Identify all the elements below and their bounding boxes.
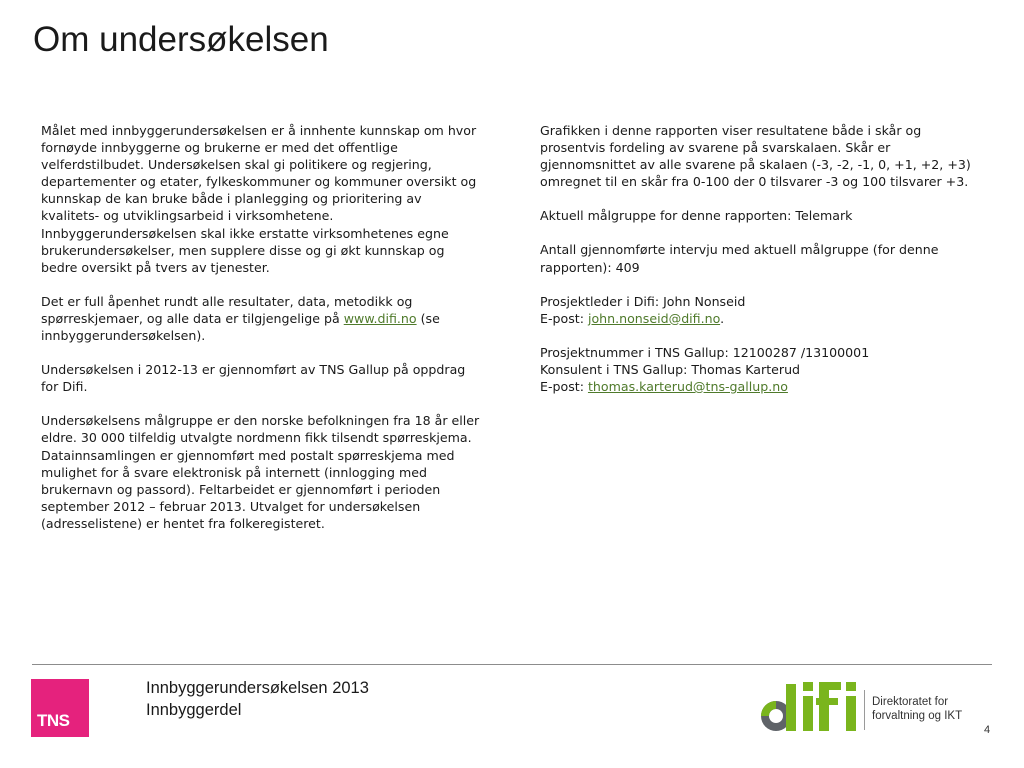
paragraph-conducted-by: Undersøkelsen i 2012-13 er gjennomført av TNS Gallup på oppdrag for Difi. xyxy=(41,362,466,395)
right-column xyxy=(540,122,985,395)
consultant: Konsulent i TNS Gallup: Thomas Karterud xyxy=(540,361,801,377)
difi-tagline-line1: Direktoratet for xyxy=(872,696,949,708)
project-leader-email-line xyxy=(540,310,985,327)
difi-d-stem xyxy=(786,684,796,731)
paragraph-openness xyxy=(41,293,481,344)
consultant-email-line xyxy=(540,378,985,395)
left-column xyxy=(41,122,481,549)
footer-title-line1: Innbyggerundersøkelsen 2013 xyxy=(146,679,369,697)
paragraph-purpose: Målet med innbyggerundersøkelsen er å innhente kunnskap om hvor fornøyde innbyggerne og brukerne er med det offentlige velferdstilbudet. Undersøkelsen skal gi politikere og regjering, departementer og etater, fylkeskommuner og kommuner oversikt og kunnskap de kan bruke både i planlegging og prioritering av kvalitets- og utviklingsarbeid i virksomhetene. Innbyggerundersøkelsen skal ikke erstatte virksomhetenes egne brukerundersøkelser, men supplere disse og gi økt kunnskap og bedre oversikt på tvers av tjenester. xyxy=(41,123,477,275)
project-number: Prosjektnummer i TNS Gallup: 12100287 /13100001 xyxy=(540,344,870,360)
paragraph-target-group: Undersøkelsens målgruppe er den norske befolkningen fra 18 år eller eldre. 30 000 tilfeldig utvalgte nordmenn fikk tilsendt spørreskjema. Datainnsamlingen er gjennomført med postalt spørreskjema med mulighet for å svare elektronisk på internett (innlogging med brukernavn og passord). Feltarbeidet er gjennomført i perioden september 2012 – februar 2013. Utvalget for undersøkelsen (adresselistene) er hentet fra folkeregisteret. xyxy=(41,413,480,531)
openness-text: Det er full åpenhet rundt alle resultater, data, metodikk og spørreskjemaer, og alle data er tilgjengelige på xyxy=(41,293,413,326)
paragraph-target-audience: Aktuell målgruppe for denne rapporten: Telemark xyxy=(540,208,853,224)
openness-text-end: (se innbyggerundersøkelsen). xyxy=(41,310,440,344)
page-title: Om undersøkelsen xyxy=(33,20,329,59)
tns-logo xyxy=(31,679,89,737)
paragraph-interview-count: Antall gjennomførte intervju med aktuell målgruppe (for denne rapporten): 409 xyxy=(540,242,939,275)
email-label: E-post: xyxy=(540,310,588,326)
difi-website-link[interactable]: www.difi.no xyxy=(343,310,417,326)
tns-logo-text: TNS xyxy=(37,711,70,730)
email-label: E-post: xyxy=(540,379,588,395)
difi-tagline xyxy=(872,695,962,723)
consultant-email-link[interactable]: thomas.karterud@tns-gallup.no xyxy=(587,379,788,395)
footer-divider xyxy=(32,664,992,665)
project-leader-email-link[interactable]: john.nonseid@difi.no xyxy=(587,310,721,326)
paragraph-graphics: Grafikken i denne rapporten viser resultatene både i skår og prosentvis fordeling av svarene på svarskalaen. Skår er gjennomsnittet av alle svarene på skalaen (-3, -2, -1, 0, +1, +2, +3) omregnet til en skår fra 0-100 der 0 tilsvarer -3 og 100 tilsvarer +3. xyxy=(540,123,971,190)
difi-tagline-line2: forvaltning og IKT xyxy=(872,710,963,722)
footer-title-line2: Innbyggerdel xyxy=(146,701,242,719)
footer-title xyxy=(146,677,369,721)
project-leader: Prosjektleder i Difi: John Nonseid xyxy=(540,293,746,309)
email-suffix: . xyxy=(720,310,725,326)
page-number: 4 xyxy=(984,724,991,736)
